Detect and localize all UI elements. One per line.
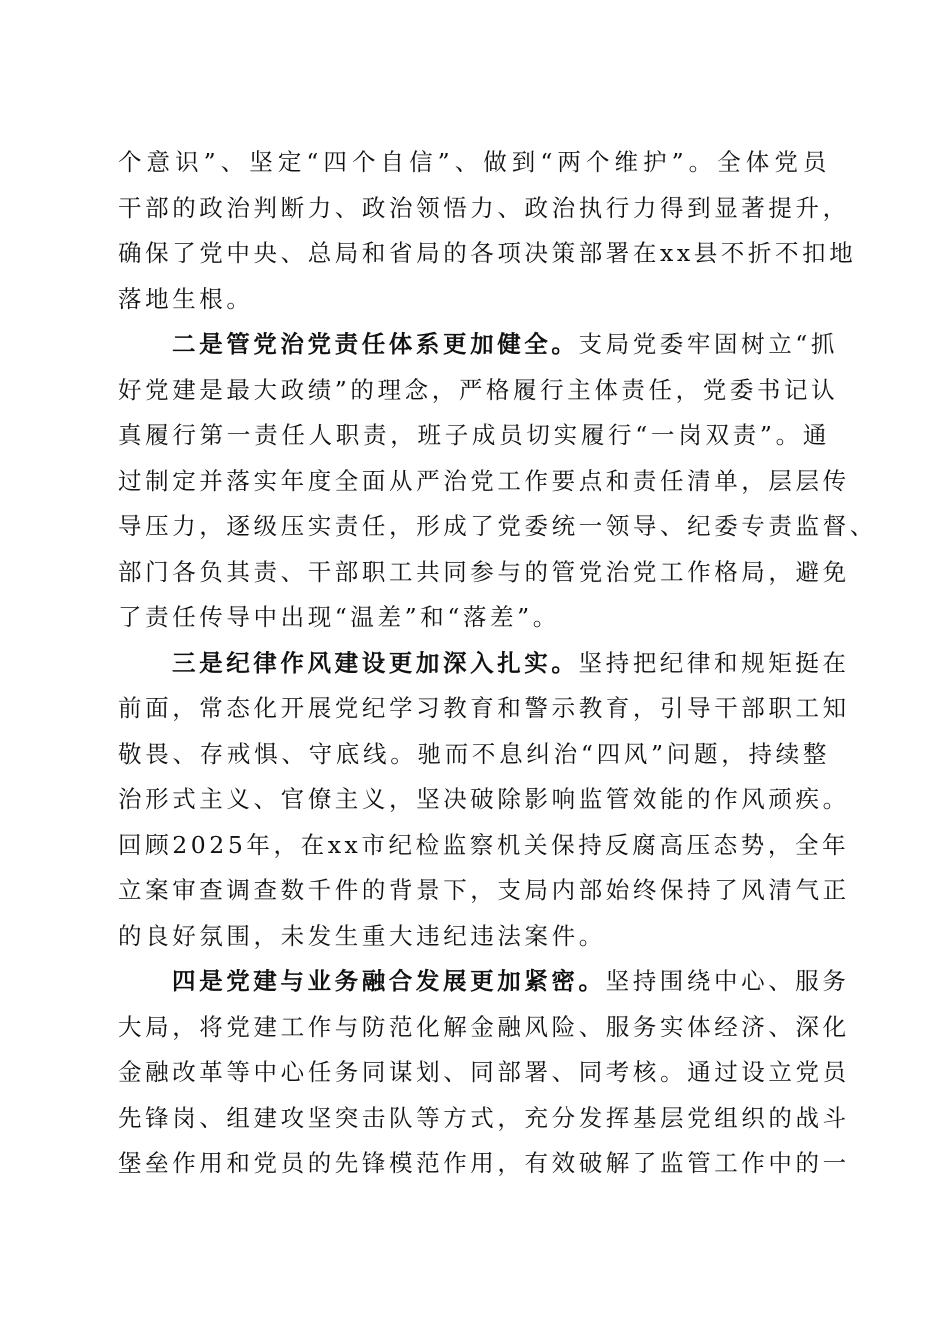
text-line: 好党建是最大政绩”的理念，严格履行主体责任，党委书记认 — [118, 375, 839, 404]
text-line: 敬畏、存戒惧、守底线。驰而不息纠治“四风”问题，持续整 — [118, 739, 830, 768]
text-line: 前面，常态化开展党纪学习教育和警示教育，引导干部职工知 — [118, 694, 850, 722]
text-line: 个意识”、坚定“四个自信”、做到“两个维护”。全体党员 — [118, 148, 830, 176]
text-line: 治形式主义、官僚主义，坚决破除影响监管效能的作风顽疾。 — [118, 785, 850, 813]
text-line: 大局，将党建工作与防范化解金融风险、服务实体经济、深化 — [118, 1012, 850, 1041]
text-line: 过制定并落实年度全面从严治党工作要点和责任清单，层层传 — [118, 466, 850, 495]
text-line: 部门各负其责、干部职工共同参与的管党治党工作格局，避免 — [118, 557, 850, 586]
text-line: 干部的政治判断力、政治领悟力、政治执行力得到显著提升， — [118, 193, 850, 222]
text-line: 的良好氛围，未发生重大违纪违法案件。 — [118, 921, 606, 950]
text-fragment: 支局党委牢固树立“抓 — [578, 330, 839, 358]
paragraph-discipline-style — [118, 641, 850, 960]
text-line: 了责任传导中出现“温差”和“落差”。 — [118, 603, 560, 631]
text-line: 立案审查调查数千件的背景下，支局内部始终保持了风清气正 — [118, 876, 850, 904]
paragraph-heading: 四是党建与业务融合发展更加紧密。 — [172, 967, 606, 995]
document-body — [118, 140, 877, 1187]
text-line: 金融改革等中心任务同谋划、同部署、同考核。通过设立党员 — [118, 1058, 850, 1086]
paragraph-heading: 二是管党治党责任体系更加健全。 — [172, 330, 579, 358]
paragraph-party-business-integration — [118, 959, 850, 1187]
text-line: 导压力，逐级压实责任，形成了党委统一领导、纪委专责监督、 — [118, 512, 877, 540]
text-line: 回顾2025年，在xx市纪检监察机关保持反腐高压态势，全年 — [118, 830, 850, 859]
paragraph-political-awareness — [118, 140, 857, 322]
text-line-first — [118, 322, 839, 368]
text-fragment: 坚持把纪律和规矩挺在 — [578, 648, 850, 677]
paragraph-heading: 三是纪律作风建设更加深入扎实。 — [172, 648, 579, 677]
text-line: 先锋岗、组建攻坚突击队等方式，充分发挥基层党组织的战斗 — [118, 1103, 850, 1132]
text-line: 真履行第一责任人职责，班子成员切实履行“一岗双责”。通 — [118, 421, 830, 449]
text-line: 堡垒作用和党员的先锋模范作用，有效破解了监管工作中的一 — [118, 1149, 850, 1177]
text-line: 落地生根。 — [118, 284, 254, 313]
text-line-first — [118, 959, 850, 1005]
paragraph-responsibility-system — [118, 322, 877, 641]
text-line: 确保了党中央、总局和省局的各项决策部署在xx县不折不扣地 — [118, 239, 857, 267]
text-fragment: 坚持围绕中心、服务 — [605, 967, 850, 995]
text-line-first — [118, 641, 850, 687]
